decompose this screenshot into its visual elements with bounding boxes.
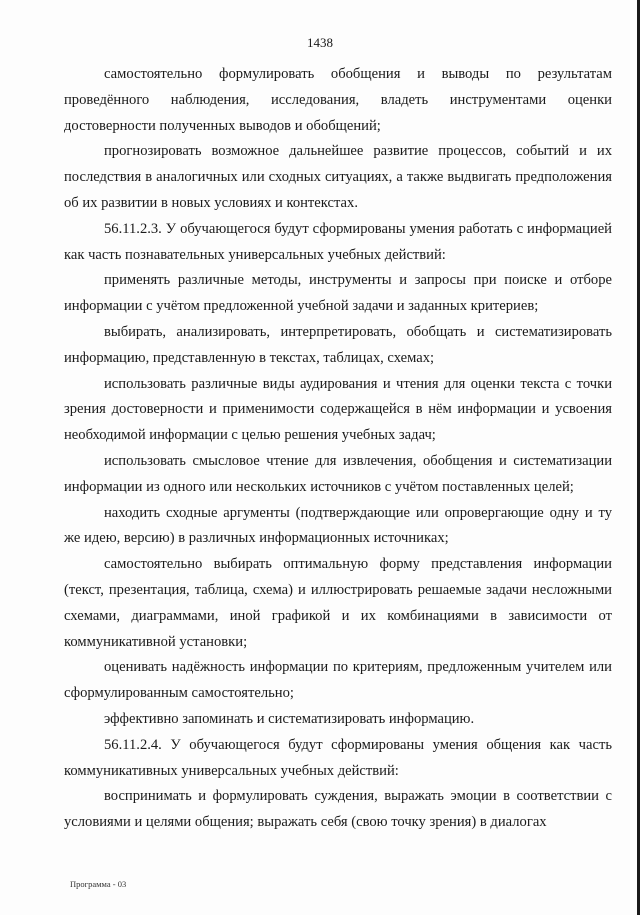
paragraph: выбирать, анализировать, интерпретировать, обобщать и систематизировать информацию, представленную в текстах, таблицах, схемах;: [64, 323, 612, 366]
page-number: 1438: [307, 35, 333, 50]
footer-program-label: Программа - 03: [70, 879, 127, 889]
paragraph: эффективно запоминать и систематизировать информацию.: [104, 710, 475, 727]
paragraph: 56.11.2.4. У обучающегося будут сформированы умения общения как часть коммуникативных универсальных учебных действий:: [64, 736, 612, 779]
paragraph: прогнозировать возможное дальнейшее развитие процессов, событий и их последствия в аналогичных или сходных ситуациях, а также выдвигать предположения об их развитии в новых условиях и контекстах.: [64, 143, 612, 211]
paragraph: использовать различные виды аудирования и чтения для оценки текста с точки зрения достоверности и применимости содержащейся в нём информации и усвоения необходимой информации с целью решения учебных задач;: [64, 375, 612, 444]
paragraph: находить сходные аргументы (подтверждающие или опровергающие одну и ту же идею, версию) в различных информационных источниках;: [64, 504, 612, 547]
paragraph: оценивать надёжность информации по критериям, предложенным учителем или сформулированным самостоятельно;: [64, 659, 612, 702]
paragraph: 56.11.2.3. У обучающегося будут сформированы умения работать с информацией как часть познавательных универсальных учебных действий:: [64, 220, 612, 263]
body-text: [64, 62, 612, 836]
paragraph: самостоятельно формулировать обобщения и выводы по результатам проведённого наблюдения, исследования, владеть инструментами оценки достоверности полученных выводов и обобщений;: [64, 66, 612, 134]
paragraph: использовать смысловое чтение для извлечения, обобщения и систематизации информации из одного или нескольких источников с учётом поставленных целей;: [64, 452, 612, 495]
paragraph: применять различные методы, инструменты и запросы при поиске и отборе информации с учётом предложенной учебной задачи и заданных критериев;: [64, 272, 612, 315]
paragraph: воспринимать и формулировать суждения, выражать эмоции в соответствии с условиями и целями общения; выражать себя (свою точку зрения) в диалогах: [64, 788, 612, 831]
paragraph: самостоятельно выбирать оптимальную форму представления информации (текст, презентация, таблица, схема) и иллюстрировать решаемые задачи несложными схемами, диаграммами, иной графикой и их комбинациями в зависимости от коммуникативной установки;: [64, 556, 612, 650]
